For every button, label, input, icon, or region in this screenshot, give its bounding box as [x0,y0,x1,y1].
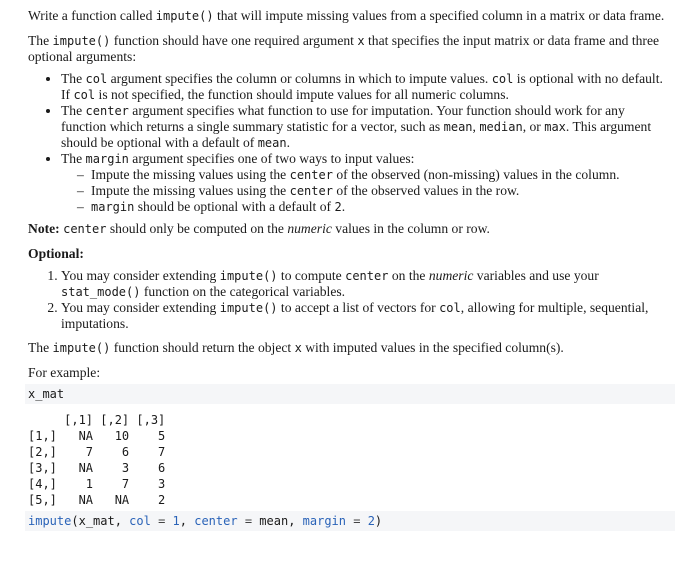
code-block-impute-call: impute(x_mat, col = 1, center = mean, margin = 2) [25,511,675,531]
margin-option-default: – margin should be optional with a default of 2. [77,199,672,215]
function-name: impute [28,514,72,528]
bullet-center: • The center argument specifies what function to use for imputation. Your function should work for any function which returns a single summary statistic for a vector, such as mean, median, or max. This argument should be optional with a default of mean. [61,103,672,151]
argument-list [28,71,672,215]
optional-heading: Optional: [28,246,84,261]
intro-paragraph-1: Write a function called impute() that will impute missing values from a specified column in a matrix or data frame. [28,8,665,23]
note-label: Note: [28,221,60,236]
margin-option-column: – Impute the missing values using the center of the observed (non-missing) values in the column. [77,167,672,183]
matrix-output: [,1] [,2] [,3] [1,] NA 10 5 [2,] 7 6 7 [3,] NA 3 6 [4,] 1 7 3 [5,] NA NA 2 [28,413,166,507]
inline-code: x [357,34,365,48]
bullet-col: • The col argument specifies the column or columns in which to impute values. col is optional with no default. If col is not specified, the function should impute values for all numeric columns. [61,71,672,103]
inline-code: impute() [155,9,214,23]
code-block-x-mat: x_mat [25,384,675,404]
intro-paragraph-2: The impute() function should have one required argument x that specifies the input matrix or data frame and three optional arguments: [28,33,660,64]
return-paragraph: The impute() function should return the object x with imputed values in the specified column(s). [28,340,564,355]
optional-list [28,268,672,332]
note-paragraph: Note: center should only be computed on the numeric values in the column or row. [28,221,490,236]
optional-item-2: 2. You may consider extending impute() to accept a list of vectors for col, allowing for multiple, sequential, imputations. [61,300,672,332]
inline-code: impute() [52,34,111,48]
optional-item-1: 1. You may consider extending impute() to compute center on the numeric variables and use your stat_mode() function on the categorical variables. [61,268,672,300]
bullet-margin: • The margin argument specifies one of two ways to input values: – Impute the missing values using the center of the observed (non-missing) values in the column. – Impute the missing values using the center of the observed values in the row. – margin should be optional with a default of 2. [61,151,672,215]
margin-option-row: – Impute the missing values using the center of the observed values in the row. [77,183,672,199]
example-label: For example: [28,365,101,380]
margin-options-list [61,167,672,215]
